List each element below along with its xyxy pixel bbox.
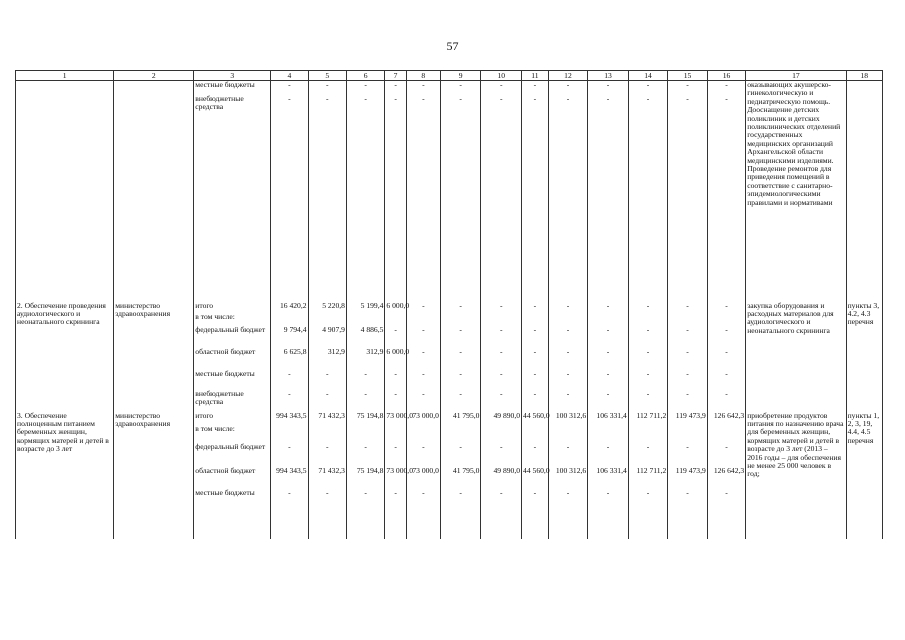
funding-source: внебюджетные средства [194,95,271,302]
amount-cell [346,425,384,443]
amount-cell: - [385,443,406,467]
amount-cell: - [707,489,745,539]
funding-source: федеральный бюджет [194,326,271,348]
amount-cell [628,313,668,326]
amount-cell: - [522,390,549,412]
amount-cell: 5 220,8 [308,302,346,313]
amount-cell: - [522,81,549,95]
column-number-17: 17 [746,71,846,81]
amount-cell [308,425,346,443]
amount-cell: 112 711,2 [628,467,668,489]
amount-cell: - [707,81,745,95]
column-number-11: 11 [522,71,549,81]
amount-cell [385,313,406,326]
column-number-13: 13 [588,71,629,81]
amount-cell [271,313,308,326]
amount-cell: - [440,390,481,412]
amount-cell: 100 312,6 [548,412,588,425]
column-number-1: 1 [16,71,114,81]
amount-cell: - [668,443,708,467]
amount-cell: - [440,370,481,390]
amount-cell: 112 711,2 [628,412,668,425]
amount-cell: - [522,370,549,390]
amount-cell: 9 794,4 [271,326,308,348]
amount-cell: - [271,489,308,539]
amount-cell: - [271,370,308,390]
amount-cell: - [346,489,384,539]
funding-source: в том числе: [194,425,271,443]
amount-cell: - [308,390,346,412]
amount-cell: 994 343,5 [271,467,308,489]
amount-cell: - [588,95,629,302]
amount-cell [668,425,708,443]
amount-cell: - [406,348,440,370]
funding-source: в том числе: [194,313,271,326]
amount-cell: - [548,489,588,539]
amount-cell: 75 194,8 [346,467,384,489]
amount-cell: - [271,443,308,467]
amount-cell: 6 000,0 [385,348,406,370]
amount-cell: - [548,390,588,412]
amount-cell: - [668,326,708,348]
amount-cell: 41 795,0 [440,467,481,489]
amount-cell: - [481,390,522,412]
amount-cell: - [628,326,668,348]
amount-cell: 106 331,4 [588,467,629,489]
amount-cell: - [271,95,308,302]
funding-source: итого [194,302,271,313]
amount-cell [588,313,629,326]
column-number-9: 9 [440,71,481,81]
amount-cell: - [346,443,384,467]
amount-cell [385,425,406,443]
funding-source: областной бюджет [194,348,271,370]
amount-cell [668,313,708,326]
expected-result: оказывающих акушерско-гинекологическую и педиатрическую помощь. Дооснащение детских поликлиник и детских поликлинических отделений государственных медицинских организаций Архангельской области медицинскими изделиями. Проведение ремонтов для приведения помещений в соответствие с санитарно-эпидемиологическими правилами и нормативами [746,81,846,302]
amount-cell: - [668,81,708,95]
amount-cell: 106 331,4 [588,412,629,425]
amount-cell: 71 432,3 [308,467,346,489]
amount-cell: 49 890,0 [481,412,522,425]
amount-cell: - [481,443,522,467]
amount-cell: 49 890,0 [481,467,522,489]
amount-cell: - [481,81,522,95]
funding-source: областной бюджет [194,467,271,489]
amount-cell: 75 194,8 [346,412,384,425]
column-number-14: 14 [628,71,668,81]
amount-cell: - [346,81,384,95]
amount-cell: - [548,302,588,313]
table-row [16,81,883,95]
funding-source: местные бюджеты [194,370,271,390]
amount-cell: - [588,370,629,390]
amount-cell: - [628,489,668,539]
amount-cell [440,313,481,326]
amount-cell: 44 560,0 [522,412,549,425]
amount-cell: 119 473,9 [668,412,708,425]
amount-cell: 73 000,0 [385,467,406,489]
amount-cell: - [271,390,308,412]
amount-cell: - [406,443,440,467]
amount-cell [548,313,588,326]
amount-cell: 6 000,0 [385,302,406,313]
budget-table [15,70,883,539]
amount-cell [707,425,745,443]
amount-cell: - [385,489,406,539]
executor-name: министерство здравоохранения [114,302,194,412]
funding-source: федеральный бюджет [194,443,271,467]
amount-cell: 44 560,0 [522,467,549,489]
activity-name: 2. Обеспечение проведения аудиологического и неонатального скрининга [16,302,114,412]
amount-cell [440,425,481,443]
amount-cell: - [522,326,549,348]
budget-table-sheet [15,70,883,539]
amount-cell: 73 000,0 [406,412,440,425]
amount-cell: - [668,390,708,412]
column-number-2: 2 [114,71,194,81]
amount-cell: - [406,489,440,539]
amount-cell: - [308,443,346,467]
amount-cell: - [406,390,440,412]
column-number-3: 3 [194,71,271,81]
amount-cell: - [346,390,384,412]
amount-cell: - [385,326,406,348]
amount-cell: - [440,302,481,313]
amount-cell: - [588,489,629,539]
column-number-12: 12 [548,71,588,81]
amount-cell: - [440,81,481,95]
amount-cell: - [271,81,308,95]
amount-cell: - [628,390,668,412]
amount-cell: - [385,390,406,412]
amount-cell: - [440,348,481,370]
funding-source: местные бюджеты [194,489,271,539]
column-number-16: 16 [707,71,745,81]
amount-cell [707,313,745,326]
amount-cell: 16 420,2 [271,302,308,313]
column-number-5: 5 [308,71,346,81]
amount-cell: - [308,95,346,302]
amount-cell: 994 343,5 [271,412,308,425]
amount-cell: - [548,326,588,348]
column-number-18: 18 [846,71,882,81]
expected-result: приобретение продуктов питания по назначению врача для беременных женщин, кормящих матерей и детей в возрасте до 3 лет (2013 – 2016 годы – для обеспечения не менее 25 000 человек в год; [746,412,846,539]
amount-cell: - [668,348,708,370]
column-number-row [16,71,883,81]
amount-cell: - [406,370,440,390]
amount-cell: - [308,81,346,95]
amount-cell: 126 642,3 [707,467,745,489]
amount-cell: - [406,302,440,313]
amount-cell: - [406,81,440,95]
amount-cell: - [522,443,549,467]
list-reference [846,81,882,302]
list-reference: пункты 1, 2, 3, 19, 4.4, 4.5 перечня [846,412,882,539]
amount-cell: 4 886,5 [346,326,384,348]
amount-cell: - [308,370,346,390]
amount-cell: - [346,370,384,390]
page-number: 57 [446,39,459,53]
funding-source: итого [194,412,271,425]
amount-cell: - [628,302,668,313]
amount-cell: - [481,95,522,302]
expected-result: закупка оборудования и расходных материалов для аудиологического и неонатального скрининга [746,302,846,412]
amount-cell: - [406,95,440,302]
column-number-6: 6 [346,71,384,81]
amount-cell: 6 625,8 [271,348,308,370]
amount-cell [588,425,629,443]
activity-name [16,81,114,302]
amount-cell: 100 312,6 [548,467,588,489]
amount-cell: - [481,348,522,370]
amount-cell: - [668,489,708,539]
amount-cell [406,425,440,443]
amount-cell: - [707,302,745,313]
amount-cell: 73 000,0 [406,467,440,489]
amount-cell: - [548,348,588,370]
amount-cell: - [588,302,629,313]
amount-cell [346,313,384,326]
amount-cell: - [385,81,406,95]
amount-cell [522,425,549,443]
amount-cell: - [548,443,588,467]
amount-cell: 41 795,0 [440,412,481,425]
amount-cell: - [308,489,346,539]
table-row [16,412,883,425]
amount-cell: - [522,302,549,313]
executor-name: министерство здравоохранения [114,412,194,539]
amount-cell: - [406,326,440,348]
amount-cell: - [668,302,708,313]
amount-cell: - [628,443,668,467]
amount-cell: - [385,370,406,390]
amount-cell: - [707,326,745,348]
amount-cell: - [707,370,745,390]
amount-cell [548,425,588,443]
executor-name [114,81,194,302]
amount-cell: - [588,326,629,348]
amount-cell [481,313,522,326]
amount-cell: - [522,489,549,539]
amount-cell: - [481,370,522,390]
column-number-15: 15 [668,71,708,81]
amount-cell: - [588,81,629,95]
amount-cell: - [346,95,384,302]
amount-cell: - [707,348,745,370]
amount-cell: - [628,81,668,95]
amount-cell: - [668,95,708,302]
amount-cell: - [522,348,549,370]
activity-name: 3. Обеспечение полноценным питанием беременных женщин, кормящих матерей и детей в возрасте до 3 лет [16,412,114,539]
column-number-4: 4 [271,71,308,81]
amount-cell [271,425,308,443]
amount-cell: - [628,95,668,302]
column-number-10: 10 [481,71,522,81]
amount-cell: 73 000,0 [385,412,406,425]
amount-cell: 71 432,3 [308,412,346,425]
amount-cell: - [707,390,745,412]
amount-cell: 312,9 [308,348,346,370]
amount-cell [481,425,522,443]
funding-source: местные бюджеты [194,81,271,95]
amount-cell: - [548,370,588,390]
amount-cell: 312,9 [346,348,384,370]
amount-cell: - [481,326,522,348]
amount-cell [628,425,668,443]
amount-cell: - [440,489,481,539]
amount-cell: - [707,95,745,302]
amount-cell: - [628,370,668,390]
amount-cell: - [668,370,708,390]
amount-cell: - [481,489,522,539]
amount-cell [522,313,549,326]
amount-cell: - [628,348,668,370]
amount-cell: - [548,81,588,95]
amount-cell [308,313,346,326]
amount-cell: - [440,326,481,348]
amount-cell: - [588,390,629,412]
amount-cell: - [440,443,481,467]
amount-cell: 5 199,4 [346,302,384,313]
amount-cell: - [588,348,629,370]
amount-cell: 119 473,9 [668,467,708,489]
amount-cell: - [481,302,522,313]
amount-cell: - [548,95,588,302]
amount-cell [406,313,440,326]
amount-cell: - [707,443,745,467]
amount-cell: - [385,95,406,302]
column-number-7: 7 [385,71,406,81]
funding-source: внебюджетные средства [194,390,271,412]
column-number-8: 8 [406,71,440,81]
list-reference: пункты 3, 4.2, 4.3 перечня [846,302,882,412]
amount-cell: 4 907,9 [308,326,346,348]
amount-cell: 126 642,3 [707,412,745,425]
amount-cell: - [440,95,481,302]
table-row [16,302,883,313]
amount-cell: - [588,443,629,467]
amount-cell: - [522,95,549,302]
